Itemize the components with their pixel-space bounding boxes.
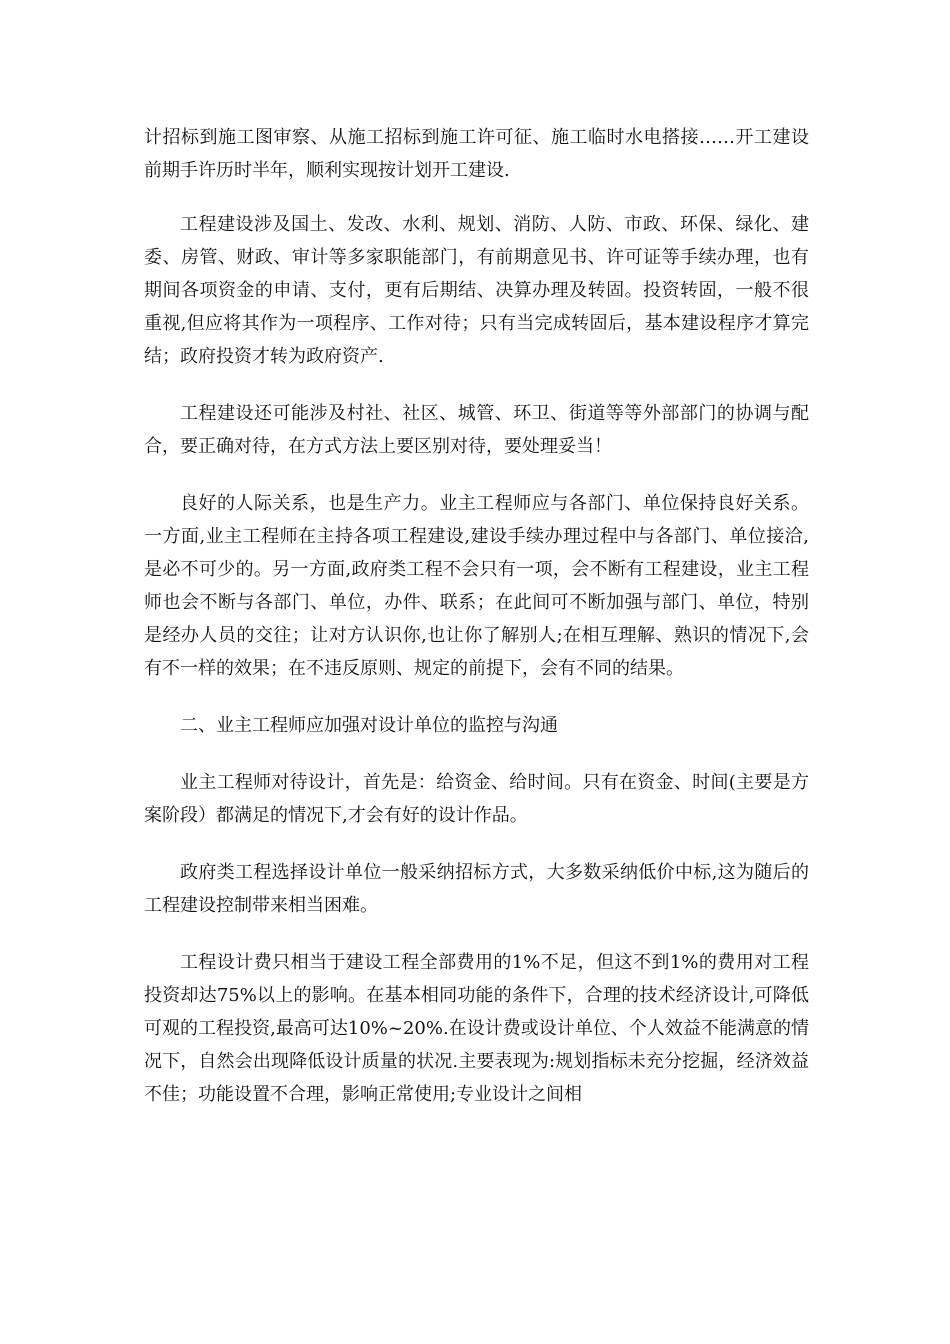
paragraph-design-fee: 工程设计费只相当于建设工程全部费用的1%不足，但这不到1%的费用对工程投资却达75%以上的影响。在基本相同功能的条件下，合理的技术经济设计,可降低可观的工程投资,最高可达10%~20%.在设计费或设计单位、个人效益不能满意的情况下，自然会出现降低设计质量的状况.主要表现为:规划指标未充分挖掘，经济效益不佳；功能设置不合理，影响正常使用;专业设计之间相 [144, 952, 809, 1105]
document-page [144, 121, 809, 1135]
paragraph-design-bidding: 政府类工程选择设计单位一般采纳招标方式，大多数采纳低价中标,这为随后的工程建设控制带来相当困难。 [144, 862, 809, 916]
paragraph-relationships: 良好的人际关系，也是生产力。业主工程师应与各部门、单位保持良好关系。一方面,业主工程师在主持各项工程建设,建设手续办理过程中与各部门、单位接洽,是必不可少的。另一方面,政府类工程不会只有一项，会不断有工程建设，业主工程师也会不断与各部门、单位，办件、联系；在此间可不断加强与部门、单位，特别是经办人员的交往；让对方认识你,也让你了解别人;在相互理解、熟识的情况下,会有不一样的效果；在不违反原则、规定的前提下，会有不同的结果。 [144, 493, 809, 679]
paragraph-departments: 工程建设涉及国土、发改、水利、规划、消防、人防、市政、环保、绿化、建委、房管、财政、审计等多家职能部门，有前期意见书、许可证等手续办理，也有期间各项资金的申请、支付，更有后期结、决算办理及转固。投资转固，一般不很重视,但应将其作为一项程序、工作对待；只有当完成转固后，基本建设程序才算完结；政府投资才转为政府资产. [144, 214, 809, 367]
paragraph-external-coordination: 工程建设还可能涉及村社、社区、城管、环卫、街道等等外部部门的协调与配合，要正确对待，在方式方法上要区别对待，要处理妥当！ [144, 403, 809, 457]
paragraph-continuation: 计招标到施工图审察、从施工招标到施工许可征、施工临时水电搭接……开工建设前期手许历时半年，顺利实现按计划开工建设. [144, 127, 809, 181]
section-heading: 二、业主工程师应加强对设计单位的监控与沟通 [180, 715, 558, 736]
paragraph-design-funding: 业主工程师对待设计，首先是：给资金、给时间。只有在资金、时间(主要是方案阶段）都满足的情况下,才会有好的设计作品。 [144, 772, 809, 826]
